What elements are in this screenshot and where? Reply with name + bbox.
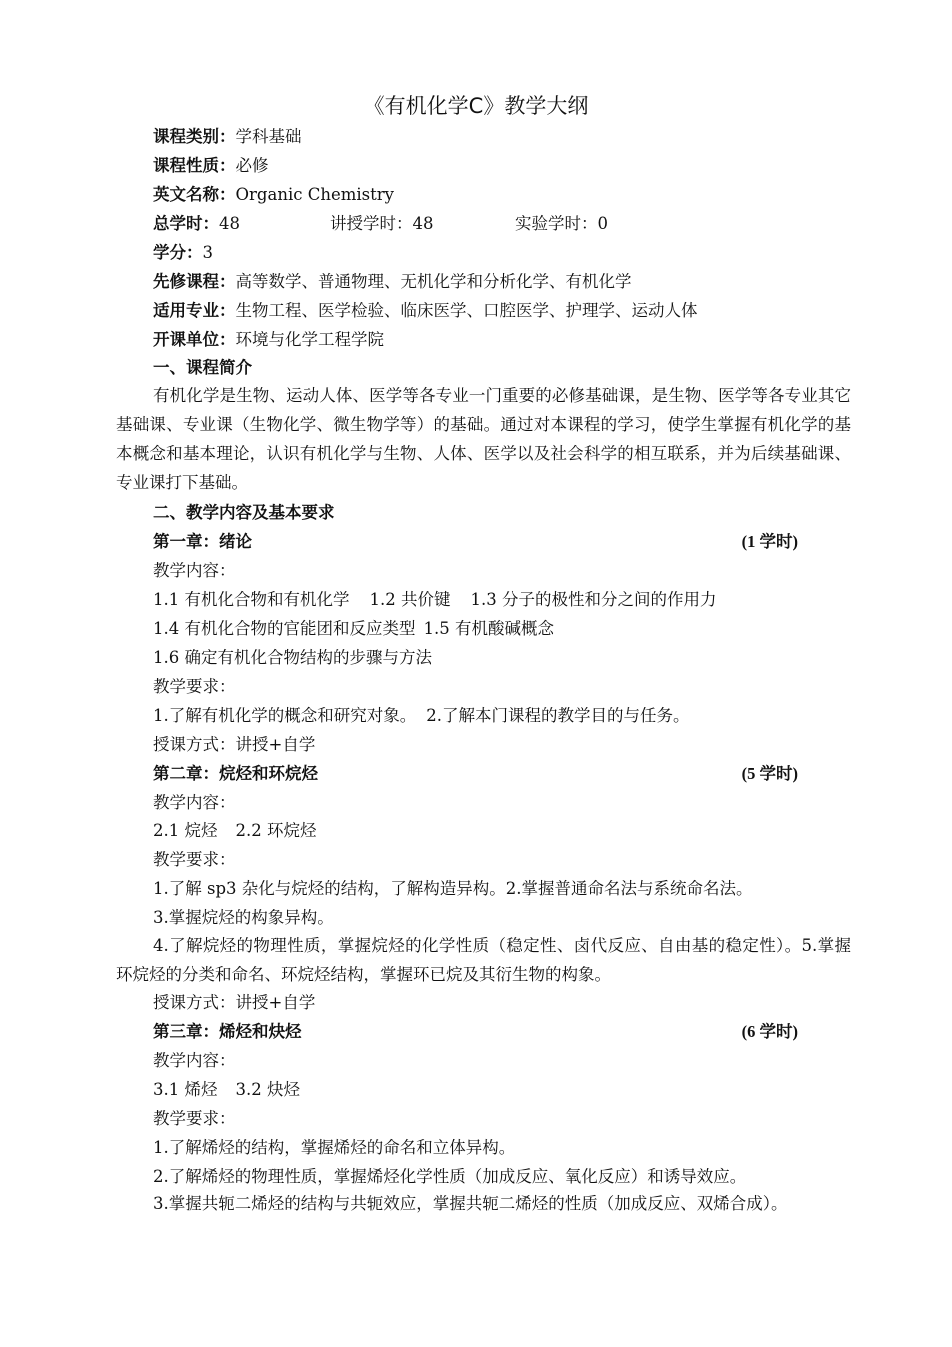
course-nature — [153, 153, 269, 179]
list-item: 1.4 有机化合物的官能团和反应类型 — [153, 619, 416, 638]
chapter-3-hours: (6 学时) — [741, 1022, 798, 1041]
prerequisites-label: 先修课程： — [153, 272, 236, 291]
lecture-hours — [330, 211, 434, 237]
course-nature-label: 课程性质： — [153, 156, 236, 175]
chapter-1-content-row-2 — [153, 616, 554, 642]
lab-hours-value: 0 — [597, 214, 608, 233]
chapter-2-title: 第二章：烷烃和环烷烃 — [153, 764, 318, 783]
english-name-label: 英文名称： — [153, 185, 236, 204]
list-item: 1.3 分子的极性和分之间的作用力 — [470, 590, 717, 609]
chapter-2-teaching-method: 授课方式：讲授+自学 — [153, 993, 316, 1012]
chapter-3-requirement-2: 2.了解烯烃的物理性质，掌握烯烃化学性质（加成反应、氧化反应）和诱导效应。 — [153, 1167, 747, 1186]
offering-unit-label: 开课单位： — [153, 330, 236, 349]
chapter-3-heading — [153, 1019, 798, 1045]
lab-hours-label: 实验学时： — [515, 214, 598, 233]
chapter-3-requirement-3: 3.掌握共轭二烯烃的结构与共轭效应，掌握共轭二烯烃的性质（加成反应、双烯合成）。 — [153, 1194, 788, 1213]
chapter-2-requirement-1: 1.了解 sp3 杂化与烷烃的结构，了解构造异构。2.掌握普通命名法与系统命名法。 — [153, 879, 753, 898]
course-category-value: 学科基础 — [235, 127, 302, 146]
chapter-2-content-label: 教学内容： — [153, 793, 236, 812]
lecture-hours-label: 讲授学时： — [330, 214, 413, 233]
credits-value: 3 — [202, 243, 213, 262]
english-name — [153, 182, 394, 208]
chapter-1-teaching-method: 授课方式：讲授+自学 — [153, 735, 316, 754]
list-item: 2.2 环烷烃 — [235, 821, 317, 840]
chapter-3-requirements-label: 教学要求： — [153, 1109, 236, 1128]
prerequisites — [153, 269, 632, 295]
applicable-majors-label: 适用专业： — [153, 301, 236, 320]
course-category — [153, 124, 302, 150]
chapter-2-requirement-2: 3.掌握烷烃的构象异构。 — [153, 908, 334, 927]
prerequisites-value: 高等数学、普通物理、无机化学和分析化学、有机化学 — [235, 272, 632, 291]
offering-unit-value: 环境与化学工程学院 — [235, 330, 384, 349]
list-item: 3.1 烯烃 — [153, 1080, 218, 1099]
chapter-1-heading — [153, 529, 798, 555]
document-title: 《有机化学C》教学大纲 — [363, 94, 589, 118]
hours-row — [153, 211, 608, 237]
chapter-2-requirement-3: 4.了解烷烃的物理性质，掌握烷烃的化学性质（稳定性、卤代反应、自由基的稳定性）。5.掌握环烷烃的分类和命名、环烷烃结构，掌握环已烷及其衍生物的构象。 — [116, 936, 851, 984]
lecture-hours-value: 48 — [412, 214, 434, 233]
course-category-label: 课程类别： — [153, 127, 236, 146]
chapter-1-content-label: 教学内容： — [153, 561, 236, 580]
chapter-3-content-row — [153, 1077, 300, 1103]
list-item: 3.2 炔烃 — [235, 1080, 300, 1099]
total-hours-value: 48 — [219, 214, 240, 233]
chapter-2-content-row — [153, 818, 317, 844]
chapter-3-requirement-1: 1.了解烯烃的结构，掌握烯烃的命名和立体异构。 — [153, 1138, 516, 1157]
chapter-3-title: 第三章：烯烃和炔烃 — [153, 1022, 302, 1041]
chapter-1-hours: (1 学时) — [741, 532, 798, 551]
chapter-2-hours: (5 学时) — [741, 764, 798, 783]
chapter-3-content-label: 教学内容： — [153, 1051, 236, 1070]
credits-label: 学分： — [153, 243, 203, 262]
chapter-1-content-row-3 — [153, 645, 432, 671]
credits — [153, 240, 213, 266]
list-item: 1.1 有机化合物和有机化学 — [153, 590, 350, 609]
course-nature-value: 必修 — [235, 156, 269, 175]
total-hours-label: 总学时： — [153, 214, 219, 233]
chapter-1-requirements-label: 教学要求： — [153, 677, 236, 696]
chapter-1-content-row-1 — [153, 587, 717, 613]
english-name-value: Organic Chemistry — [235, 185, 394, 204]
list-item: 1.2 共价键 — [369, 590, 451, 609]
list-item: 2.1 烷烃 — [153, 821, 218, 840]
chapter-1-title: 第一章：绪论 — [153, 532, 252, 551]
offering-unit — [153, 327, 384, 353]
list-item: 1.6 确定有机化合物结构的步骤与方法 — [153, 648, 432, 667]
applicable-majors — [153, 298, 698, 324]
chapter-2-heading — [153, 761, 798, 787]
list-item: 1.了解有机化学的概念和研究对象。 — [153, 706, 417, 725]
lab-hours — [515, 211, 608, 237]
section-heading-intro: 一、课程简介 — [153, 358, 252, 377]
chapter-2-requirements-label: 教学要求： — [153, 850, 236, 869]
applicable-majors-value: 生物工程、医学检验、临床医学、口腔医学、护理学、运动人体 — [235, 301, 698, 320]
chapter-1-requirements-row — [153, 703, 690, 729]
list-item: 2.了解本门课程的教学目的与任务。 — [426, 706, 690, 725]
list-item: 1.5 有机酸碱概念 — [423, 619, 554, 638]
course-intro-paragraph: 有机化学是生物、运动人体、医学等各专业一门重要的必修基础课，是生物、医学等各专业其它基础课、专业课（生物化学、微生物学等）的基础。通过对本课程的学习，使学生掌握有机化学的基本概念和基本理论，认识有机化学与生物、人体、医学以及社会科学的相互联系，并为后续基础课、专业课打下基础。 — [116, 386, 851, 492]
section-heading-content: 二、教学内容及基本要求 — [153, 503, 335, 522]
